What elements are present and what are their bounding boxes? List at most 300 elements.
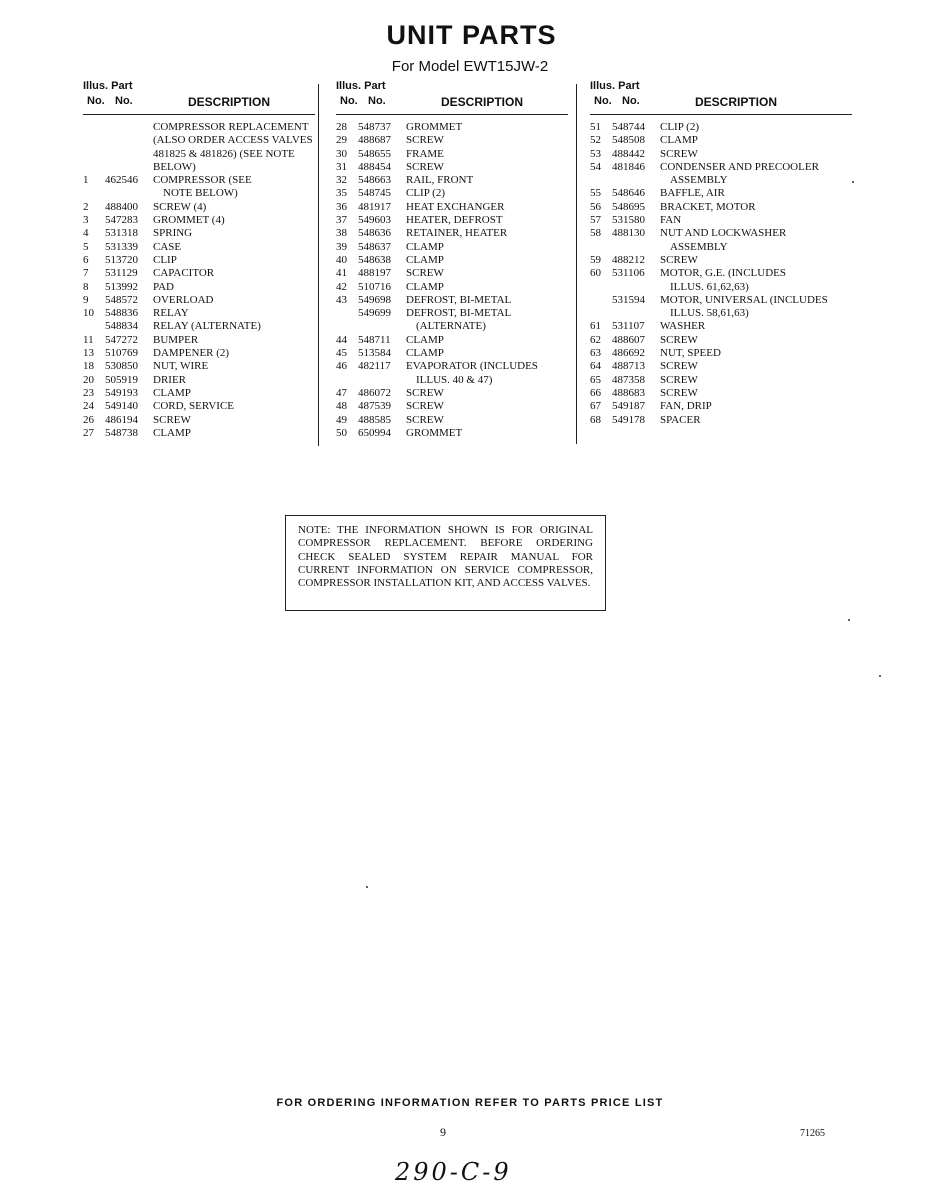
part-number: 488212	[612, 253, 645, 266]
part-description: SCREW (4)	[153, 200, 207, 213]
part-no-label: No.	[368, 95, 386, 107]
illus-number: 56	[590, 200, 601, 213]
table-row	[336, 320, 568, 333]
part-number: 548637	[358, 240, 391, 253]
illus-number: 4	[83, 227, 89, 240]
part-number: 548646	[612, 187, 645, 200]
part-description: SCREW	[406, 267, 444, 280]
table-row	[336, 161, 568, 174]
part-number: 548745	[358, 187, 391, 200]
illus-part-label: Illus. Part	[590, 80, 640, 92]
part-description: SCREW	[660, 373, 698, 386]
table-row	[336, 427, 568, 440]
column-divider	[318, 84, 319, 446]
part-description: ILLUS. 40 & 47)	[416, 373, 493, 386]
part-number	[358, 320, 406, 333]
illus-number	[83, 161, 105, 174]
part-description: CLAMP	[406, 253, 444, 266]
part-description: DEFROST, BI-METAL	[406, 293, 512, 306]
table-row	[83, 174, 315, 187]
part-description: CORD, SERVICE	[153, 400, 235, 413]
part-no-label: No.	[115, 95, 133, 107]
illus-number	[590, 281, 612, 294]
illus-number: 57	[590, 214, 601, 227]
table-row	[590, 254, 852, 267]
table-row	[590, 307, 852, 320]
part-description: SCREW	[406, 160, 444, 173]
part-description: MOTOR, G.E. (INCLUDES	[660, 267, 786, 280]
part-number: 548738	[105, 426, 138, 439]
part-number	[612, 241, 660, 254]
table-row	[590, 148, 852, 161]
part-description: HEATER, DEFROST	[406, 214, 503, 227]
part-description: GROMMET (4)	[153, 214, 225, 227]
illus-number: 29	[336, 134, 347, 147]
illus-number: 62	[590, 333, 601, 346]
table-row	[336, 307, 568, 320]
column-divider	[576, 84, 577, 444]
illus-number: 49	[336, 413, 347, 426]
illus-number: 37	[336, 214, 347, 227]
part-number: 548737	[358, 121, 391, 133]
part-description: NUT, WIRE	[153, 360, 209, 373]
table-row	[83, 320, 315, 333]
part-description: SCREW	[660, 333, 698, 346]
part-number: 513992	[105, 280, 138, 293]
table-row	[590, 187, 852, 200]
part-number: 488197	[358, 267, 391, 280]
part-number: 549698	[358, 293, 391, 306]
part-number: 548638	[358, 253, 391, 266]
part-description: RELAY	[153, 307, 189, 320]
part-number: 548636	[358, 227, 391, 240]
illus-number: 13	[83, 347, 94, 360]
ordering-info: FOR ORDERING INFORMATION REFER TO PARTS PRICE LIST	[276, 1097, 664, 1109]
column-header	[590, 80, 852, 115]
part-description: FAN, DRIP	[660, 400, 712, 413]
part-description: CLAMP	[406, 280, 444, 293]
part-description: CLAMP	[406, 333, 444, 346]
table-row	[336, 227, 568, 240]
part-description: CAPACITOR	[153, 267, 215, 280]
illus-number: 41	[336, 267, 347, 280]
table-row	[83, 187, 315, 200]
table-row	[336, 214, 568, 227]
part-number: 487539	[358, 400, 391, 413]
table-row	[336, 134, 568, 147]
illus-number: 5	[83, 240, 89, 253]
illus-number: 40	[336, 253, 347, 266]
illus-no-label: No.	[594, 95, 612, 107]
table-row	[590, 294, 852, 307]
part-number: 549603	[358, 214, 391, 227]
illus-number: 39	[336, 240, 347, 253]
table-row	[83, 427, 315, 440]
part-number: 488607	[612, 333, 645, 346]
illus-number: 6	[83, 253, 89, 266]
part-number: 531106	[612, 267, 645, 280]
illus-number: 51	[590, 121, 601, 133]
illus-number: 68	[590, 413, 601, 426]
illus-number: 26	[83, 413, 94, 426]
illus-number: 36	[336, 200, 347, 213]
scan-speck	[366, 886, 368, 888]
part-description: CASE	[153, 240, 182, 253]
page-number: 9	[440, 1125, 446, 1139]
illus-number: 31	[336, 160, 347, 173]
illus-number: 35	[336, 187, 347, 200]
part-number: 549187	[612, 400, 645, 413]
part-number: 531580	[612, 214, 645, 227]
illus-number	[590, 307, 612, 320]
scan-speck	[852, 181, 854, 183]
illus-no-label: No.	[340, 95, 358, 107]
table-row	[83, 121, 315, 134]
part-number: 488585	[358, 413, 391, 426]
part-number	[105, 121, 153, 134]
illus-number: 47	[336, 386, 347, 399]
table-row	[336, 347, 568, 360]
table-row	[336, 121, 568, 134]
illus-number: 63	[590, 347, 601, 360]
table-row	[590, 360, 852, 373]
part-number: 481917	[358, 200, 391, 213]
illus-number	[83, 320, 105, 333]
part-description: COMPRESSOR (SEE	[153, 174, 252, 187]
illus-number: 30	[336, 147, 347, 160]
table-row	[83, 148, 315, 161]
illus-number: 27	[83, 426, 94, 439]
table-row	[83, 281, 315, 294]
illus-number: 23	[83, 386, 94, 399]
part-description: ASSEMBLY	[670, 240, 728, 253]
part-description: SCREW	[406, 386, 444, 399]
part-description: MOTOR, UNIVERSAL (INCLUDES	[660, 293, 828, 306]
table-row	[590, 374, 852, 387]
illus-number: 3	[83, 214, 89, 227]
illus-number	[336, 307, 358, 320]
part-description: HEAT EXCHANGER	[406, 200, 505, 213]
part-description: (ALTERNATE)	[416, 320, 486, 333]
table-row	[336, 360, 568, 373]
part-number: 548711	[358, 333, 391, 346]
table-row	[83, 347, 315, 360]
part-number: 513584	[358, 347, 391, 360]
table-row	[590, 161, 852, 174]
part-number: 547283	[105, 214, 138, 227]
part-description: BRACKET, MOTOR	[660, 200, 756, 213]
part-number: 505919	[105, 373, 138, 386]
part-description: SCREW	[153, 413, 191, 426]
part-number: 548834	[105, 320, 138, 333]
part-description: WASHER	[660, 320, 706, 333]
illus-number: 66	[590, 386, 601, 399]
table-row	[83, 374, 315, 387]
parts-column-1	[83, 80, 315, 440]
part-description: CLIP	[153, 253, 177, 266]
part-number: 488400	[105, 200, 138, 213]
part-description: CLAMP	[660, 134, 698, 147]
part-description: SCREW	[660, 386, 698, 399]
column-header	[336, 80, 568, 115]
part-description: FRAME	[406, 147, 444, 160]
table-row	[336, 400, 568, 413]
part-number: 486692	[612, 347, 645, 360]
part-description: SPACER	[660, 413, 701, 426]
illus-number: 58	[590, 227, 601, 240]
illus-number: 54	[590, 160, 601, 173]
table-row	[590, 174, 852, 187]
table-row	[336, 374, 568, 387]
table-row	[336, 414, 568, 427]
table-row	[336, 281, 568, 294]
part-number: 486072	[358, 386, 391, 399]
illus-part-label: Illus. Part	[336, 80, 386, 92]
part-number: 482117	[358, 360, 391, 373]
illus-number: 46	[336, 360, 347, 373]
illus-number	[83, 187, 105, 200]
illus-number: 18	[83, 360, 94, 373]
part-description: CLIP (2)	[660, 121, 700, 133]
table-row	[83, 267, 315, 280]
part-description: CLAMP	[153, 426, 191, 439]
part-description: BUMPER	[153, 333, 199, 346]
part-number: 531129	[105, 267, 138, 280]
part-number: 548508	[612, 134, 645, 147]
table-row	[83, 334, 315, 347]
part-number: 549193	[105, 386, 138, 399]
table-row	[83, 414, 315, 427]
column-header	[83, 80, 315, 115]
table-row	[590, 281, 852, 294]
part-description: PAD	[153, 280, 174, 293]
part-number: 548572	[105, 293, 138, 306]
part-number: 548663	[358, 174, 391, 187]
illus-number: 42	[336, 280, 347, 293]
illus-number: 55	[590, 187, 601, 200]
part-description: COMPRESSOR REPLACEMENT	[153, 121, 309, 133]
table-row	[336, 387, 568, 400]
illus-number: 48	[336, 400, 347, 413]
table-row	[83, 254, 315, 267]
parts-column-2	[336, 80, 568, 440]
part-description: GROMMET	[406, 426, 463, 439]
illus-number: 9	[83, 293, 89, 306]
illus-number	[336, 374, 358, 387]
table-row	[83, 214, 315, 227]
part-number: 487358	[612, 373, 645, 386]
part-description: NOTE BELOW)	[163, 187, 238, 200]
part-number	[105, 148, 153, 161]
part-description: CLAMP	[406, 347, 444, 360]
part-number: 548695	[612, 200, 645, 213]
table-row	[590, 320, 852, 333]
part-description: SCREW	[660, 360, 698, 373]
part-number	[105, 134, 153, 147]
table-row	[83, 201, 315, 214]
table-row	[336, 254, 568, 267]
table-row	[590, 267, 852, 280]
part-number: 462546	[105, 174, 138, 187]
illus-number: 50	[336, 426, 347, 439]
illus-number: 7	[83, 267, 89, 280]
part-description: CLAMP	[153, 386, 191, 399]
part-number: 481846	[612, 160, 645, 173]
part-number: 549178	[612, 413, 645, 426]
part-number: 531594	[612, 293, 645, 306]
description-label: DESCRIPTION	[441, 95, 524, 109]
table-row	[336, 201, 568, 214]
illus-number: 45	[336, 347, 347, 360]
part-description: GROMMET	[406, 121, 463, 133]
part-number: 488454	[358, 160, 391, 173]
part-number: 488713	[612, 360, 645, 373]
part-description: RELAY (ALTERNATE)	[153, 320, 261, 333]
table-row	[590, 121, 852, 134]
table-row	[83, 241, 315, 254]
part-description: BAFFLE, AIR	[660, 187, 725, 200]
part-number: 488442	[612, 147, 645, 160]
model-subtitle: For Model EWT15JW-2	[391, 58, 549, 75]
table-row	[336, 241, 568, 254]
illus-part-label: Illus. Part	[83, 80, 133, 92]
part-number: 488687	[358, 134, 391, 147]
part-number: 510769	[105, 347, 138, 360]
table-row	[590, 414, 852, 427]
table-row	[83, 227, 315, 240]
part-description: DRIER	[153, 373, 186, 386]
parts-list	[336, 115, 568, 440]
part-number: 650994	[358, 426, 391, 439]
part-number: 530850	[105, 360, 138, 373]
illus-number: 67	[590, 400, 601, 413]
table-row	[83, 161, 315, 174]
table-row	[590, 241, 852, 254]
part-number: 549140	[105, 400, 138, 413]
part-description: ASSEMBLY	[670, 174, 728, 187]
illus-number: 10	[83, 307, 94, 320]
table-row	[590, 134, 852, 147]
part-number: 548744	[612, 121, 645, 133]
part-number: 488683	[612, 386, 645, 399]
illus-number: 32	[336, 174, 347, 187]
illus-number: 61	[590, 320, 601, 333]
table-row	[336, 148, 568, 161]
part-description: RAIL, FRONT	[406, 174, 474, 187]
parts-list	[590, 115, 852, 427]
part-description: 481825 & 481826) (SEE NOTE	[153, 147, 295, 160]
part-number: 548655	[358, 147, 391, 160]
part-description: SCREW	[406, 134, 444, 147]
table-row	[83, 387, 315, 400]
part-number	[105, 187, 153, 200]
illus-number: 64	[590, 360, 601, 373]
illus-number: 52	[590, 134, 601, 147]
part-no-label: No.	[622, 95, 640, 107]
table-row	[83, 400, 315, 413]
illus-number	[336, 320, 358, 333]
part-number: 531318	[105, 227, 138, 240]
part-number	[105, 161, 153, 174]
part-description: DEFROST, BI-METAL	[406, 307, 512, 320]
illus-number: 11	[83, 333, 94, 346]
table-row	[336, 334, 568, 347]
description-label: DESCRIPTION	[695, 95, 778, 109]
illus-number: 38	[336, 227, 347, 240]
part-number	[612, 174, 660, 187]
scan-speck	[848, 619, 850, 621]
table-row	[83, 360, 315, 373]
page-title: UNIT PARTS	[386, 20, 557, 50]
table-row	[590, 334, 852, 347]
illus-number	[590, 241, 612, 254]
part-description: DAMPENER (2)	[153, 347, 230, 360]
illus-no-label: No.	[87, 95, 105, 107]
illus-number: 24	[83, 400, 94, 413]
part-number	[358, 374, 406, 387]
part-number: 531107	[612, 320, 645, 333]
part-description: RETAINER, HEATER	[406, 227, 508, 240]
part-description: BELOW)	[153, 160, 196, 173]
part-description: NUT AND LOCKWASHER	[660, 227, 787, 240]
document-code: 71265	[800, 1128, 825, 1139]
illus-number	[83, 148, 105, 161]
illus-number: 8	[83, 280, 89, 293]
illus-number: 59	[590, 253, 601, 266]
illus-number: 65	[590, 373, 601, 386]
scan-speck	[879, 675, 881, 677]
illus-number	[590, 174, 612, 187]
compressor-note-box: NOTE: THE INFORMATION SHOWN IS FOR ORIGINAL COMPRESSOR REPLACEMENT. BEFORE ORDERING CHECK SEALED SYSTEM REPAIR MANUAL FOR CURRENT INFORMATION ON SERVICE COMPRESSOR, COMPRESSOR INSTALLATION KIT, AND ACCESS VALVES.	[285, 515, 606, 611]
table-row	[336, 294, 568, 307]
table-row	[336, 174, 568, 187]
part-description: SCREW	[406, 413, 444, 426]
table-row	[590, 400, 852, 413]
part-description: NUT, SPEED	[660, 347, 721, 360]
description-label: DESCRIPTION	[188, 95, 271, 109]
illus-number: 28	[336, 121, 347, 133]
table-row	[590, 347, 852, 360]
parts-list	[83, 115, 315, 440]
part-number: 531339	[105, 240, 138, 253]
part-description: SCREW	[406, 400, 444, 413]
handwritten-annotation: 290-C-9	[395, 1158, 512, 1186]
table-row	[590, 201, 852, 214]
part-description: ILLUS. 61,62,63)	[670, 280, 749, 293]
part-number: 488130	[612, 227, 645, 240]
table-row	[590, 214, 852, 227]
part-number: 510716	[358, 280, 391, 293]
part-description: (ALSO ORDER ACCESS VALVES	[153, 134, 313, 147]
table-row	[590, 387, 852, 400]
illus-number: 2	[83, 200, 89, 213]
part-number: 549699	[358, 307, 391, 320]
part-number	[612, 281, 660, 294]
part-description: CLAMP	[406, 240, 444, 253]
part-description: SCREW	[660, 147, 698, 160]
part-description: FAN	[660, 214, 682, 227]
table-row	[83, 307, 315, 320]
part-number	[612, 307, 660, 320]
illus-number: 43	[336, 293, 347, 306]
table-row	[336, 187, 568, 200]
part-number: 486194	[105, 413, 138, 426]
parts-column-3	[590, 80, 852, 427]
illus-number	[83, 134, 105, 147]
illus-number: 60	[590, 267, 601, 280]
illus-number: 44	[336, 333, 347, 346]
part-number: 513720	[105, 253, 138, 266]
